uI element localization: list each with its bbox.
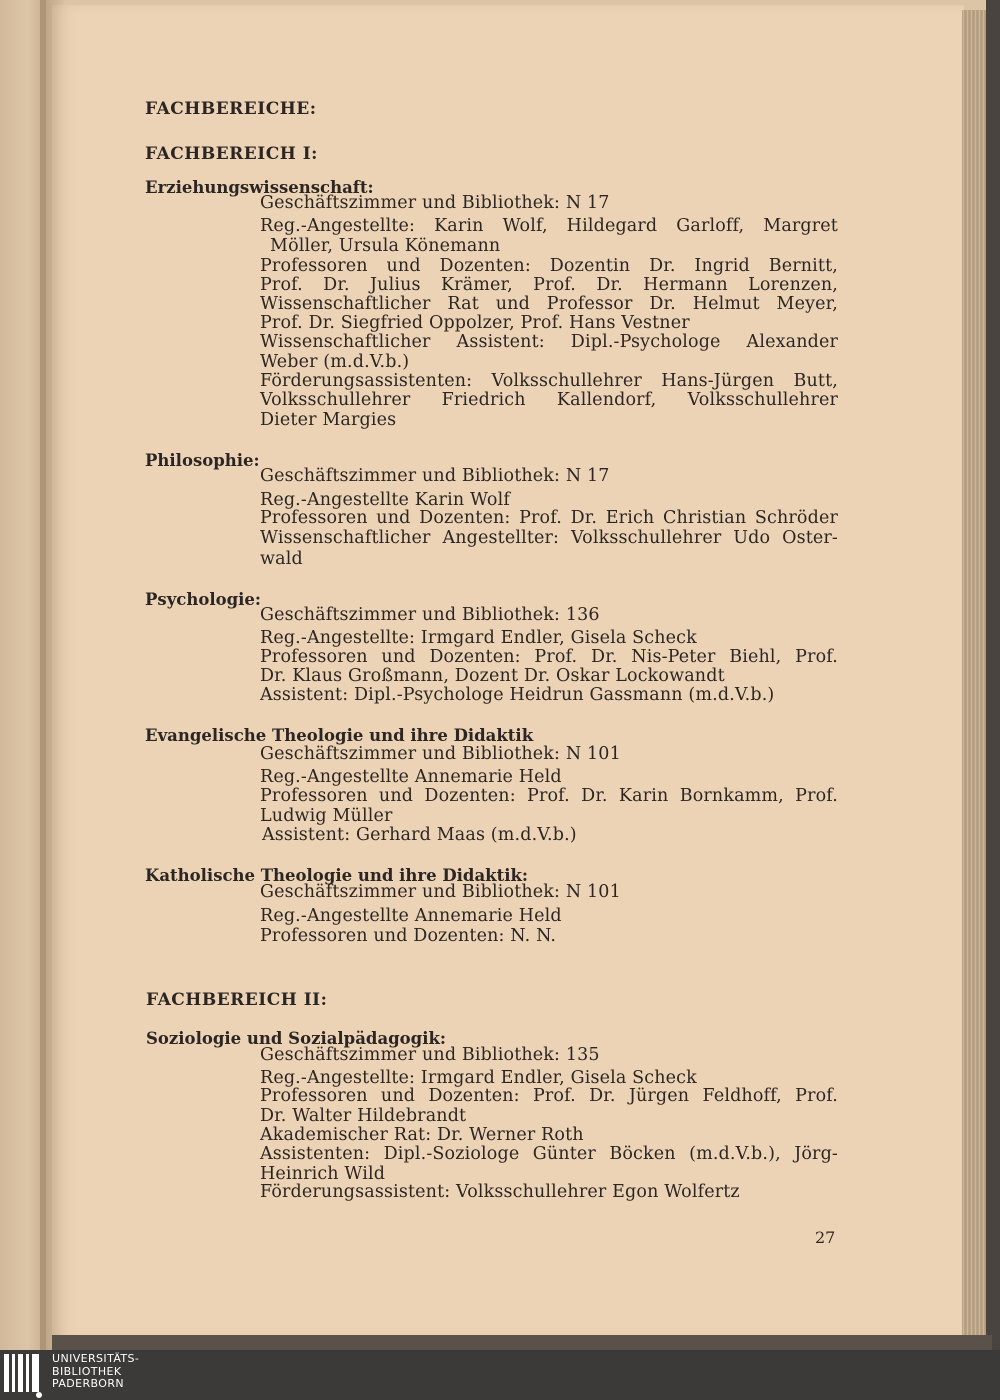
library-logo-line: BIBLIOTHEK xyxy=(52,1364,122,1378)
fachbereich-1-heading: FACHBEREICH I: xyxy=(145,144,318,164)
section-line: Geschäftszimmer und Bibliothek: 135 xyxy=(260,1045,600,1065)
section-line: Möller, Ursula Könemann xyxy=(270,236,501,256)
section-line: Volksschullehrer Friedrich Kallendorf, Volksschullehrer xyxy=(260,390,838,410)
section-line: wald xyxy=(260,549,303,569)
section-line: Ludwig Müller xyxy=(260,806,393,826)
section-line: Geschäftszimmer und Bibliothek: N 101 xyxy=(260,744,621,764)
bottom-shadow xyxy=(52,1335,992,1350)
section-line: Wissenschaftlicher Angestellter: Volksschullehrer Udo Oster- xyxy=(260,528,838,548)
section-line: Assistent: Gerhard Maas (m.d.V.b.) xyxy=(262,825,577,845)
section-line: Förderungsassistenten: Volksschullehrer Hans-Jürgen Butt, xyxy=(260,371,838,391)
section-line: Reg.-Angestellte Karin Wolf xyxy=(260,490,510,510)
section-line: Professoren und Dozenten: Prof. Dr. Karin Bornkamm, Prof. xyxy=(260,786,838,806)
section-title-soziologie: Soziologie und Sozialpädagogik: xyxy=(146,1029,447,1048)
section-title-philosophie: Philosophie: xyxy=(145,451,260,470)
library-logo-line: PADERBORN xyxy=(52,1377,125,1390)
section-line: Reg.-Angestellte: Irmgard Endler, Gisela Scheck xyxy=(260,1068,697,1088)
section-line: Geschäftszimmer und Bibliothek: N 17 xyxy=(260,466,610,486)
section-line: Professoren und Dozenten: Prof. Dr. Nis-Peter Biehl, Prof. xyxy=(260,647,838,667)
section-line: Wissenschaftlicher Assistent: Dipl.-Psychologe Alexander xyxy=(260,332,838,352)
section-title-evangelische-theologie: Evangelische Theologie und ihre Didaktik xyxy=(145,726,534,745)
section-title-erziehungswissenschaft: Erziehungswissenschaft: xyxy=(145,178,374,197)
section-line: Professoren und Dozenten: Dozentin Dr. Ingrid Bernitt, xyxy=(260,256,838,276)
section-line: Assistent: Dipl.-Psychologe Heidrun Gassmann (m.d.V.b.) xyxy=(260,685,775,705)
library-logo-line: UNIVERSITÄTS- xyxy=(52,1352,140,1365)
section-line: Professoren und Dozenten: Prof. Dr. Jürgen Feldhoff, Prof. xyxy=(260,1086,838,1106)
section-line: Assistenten: Dipl.-Soziologe Günter Böcken (m.d.V.b.), Jörg- xyxy=(260,1144,838,1164)
main-heading: FACHBEREICHE: xyxy=(145,99,317,119)
section-line: Professoren und Dozenten: N. N. xyxy=(260,926,557,946)
page-stack-edge xyxy=(962,10,988,1340)
section-line: Dr. Walter Hildebrandt xyxy=(260,1106,467,1126)
section-title-psychologie: Psychologie: xyxy=(145,590,261,609)
section-line: Reg.-Angestellte Annemarie Held xyxy=(260,767,562,787)
section-line: Reg.-Angestellte Annemarie Held xyxy=(260,906,562,926)
section-line: Reg.-Angestellte: Irmgard Endler, Gisela Scheck xyxy=(260,628,697,648)
page-number: 27 xyxy=(815,1228,836,1247)
section-line: Förderungsassistent: Volksschullehrer Egon Wolfertz xyxy=(260,1182,740,1202)
section-line: Weber (m.d.V.b.) xyxy=(260,352,410,372)
section-line: Dr. Klaus Großmann, Dozent Dr. Oskar Lockowandt xyxy=(260,666,725,686)
section-line: Geschäftszimmer und Bibliothek: 136 xyxy=(260,605,600,625)
fachbereich-2-heading: FACHBEREICH II: xyxy=(146,990,328,1010)
library-logo-icon xyxy=(4,1354,44,1398)
scanner-border xyxy=(986,0,1000,1350)
library-footer-bar xyxy=(0,1350,1000,1400)
section-line: Akademischer Rat: Dr. Werner Roth xyxy=(260,1125,584,1145)
section-line: Prof. Dr. Siegfried Oppolzer, Prof. Hans Vestner xyxy=(260,313,690,333)
section-line: Heinrich Wild xyxy=(260,1164,386,1184)
section-title-katholische-theologie: Katholische Theologie und ihre Didaktik: xyxy=(145,866,528,885)
section-line: Prof. Dr. Julius Krämer, Prof. Dr. Hermann Lorenzen, xyxy=(260,275,838,295)
section-line: Dieter Margies xyxy=(260,410,397,430)
section-line: Wissenschaftlicher Rat und Professor Dr. Helmut Meyer, xyxy=(260,294,838,314)
section-line: Geschäftszimmer und Bibliothek: N 101 xyxy=(260,882,621,902)
section-line: Professoren und Dozenten: Prof. Dr. Erich Christian Schröder xyxy=(260,508,838,528)
section-line: Reg.-Angestellte: Karin Wolf, Hildegard Garloff, Margret xyxy=(260,216,838,236)
section-line: Geschäftszimmer und Bibliothek: N 17 xyxy=(260,193,610,213)
library-logo-text xyxy=(52,1353,139,1391)
